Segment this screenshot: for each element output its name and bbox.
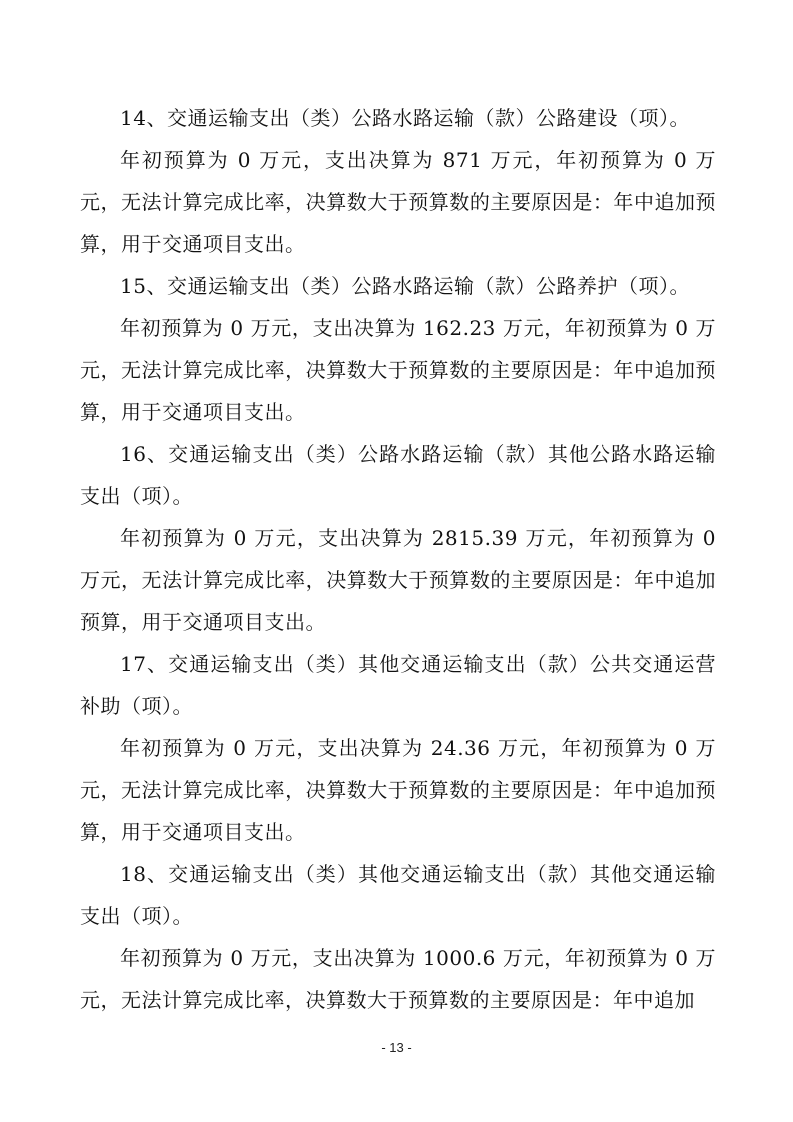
item-text-14: 年初预算为 0 万元，支出决算为 871 万元，年初预算为 0 万元，无法计算完成比率，决算数大于预算数的主要原因是：年中追加预算，用于交通项目支出。 bbox=[80, 148, 716, 256]
item-text-17: 年初预算为 0 万元，支出决算为 24.36 万元，年初预算为 0 万元，无法计算完成比率，决算数大于预算数的主要原因是：年中追加预算，用于交通项目支出。 bbox=[80, 736, 716, 844]
item-heading-18: 18、交通运输支出（类）其他交通运输支出（款）其他交通运输支出（项）。 bbox=[80, 862, 716, 928]
page-number: - 13 - bbox=[381, 1040, 412, 1055]
item-heading-16: 16、交通运输支出（类）公路水路运输（款）其他公路水路运输支出（项）。 bbox=[80, 442, 716, 508]
item-heading-17: 17、交通运输支出（类）其他交通运输支出（款）公共交通运营补助（项）。 bbox=[80, 652, 716, 718]
item-text-18: 年初预算为 0 万元，支出决算为 1000.6 万元，年初预算为 0 万元，无法计算完成比率，决算数大于预算数的主要原因是：年中追加 bbox=[80, 946, 716, 1012]
item-text-15: 年初预算为 0 万元，支出决算为 162.23 万元，年初预算为 0 万元，无法计算完成比率，决算数大于预算数的主要原因是：年中追加预算，用于交通项目支出。 bbox=[80, 316, 716, 424]
document-body bbox=[80, 97, 716, 1021]
item-text-16: 年初预算为 0 万元，支出决算为 2815.39 万元，年初预算为 0 万元，无法计算完成比率，决算数大于预算数的主要原因是：年中追加预算，用于交通项目支出。 bbox=[80, 526, 716, 634]
item-heading-15: 15、交通运输支出（类）公路水路运输（款）公路养护（项）。 bbox=[120, 274, 690, 298]
item-heading-14: 14、交通运输支出（类）公路水路运输（款）公路建设（项）。 bbox=[120, 106, 690, 130]
